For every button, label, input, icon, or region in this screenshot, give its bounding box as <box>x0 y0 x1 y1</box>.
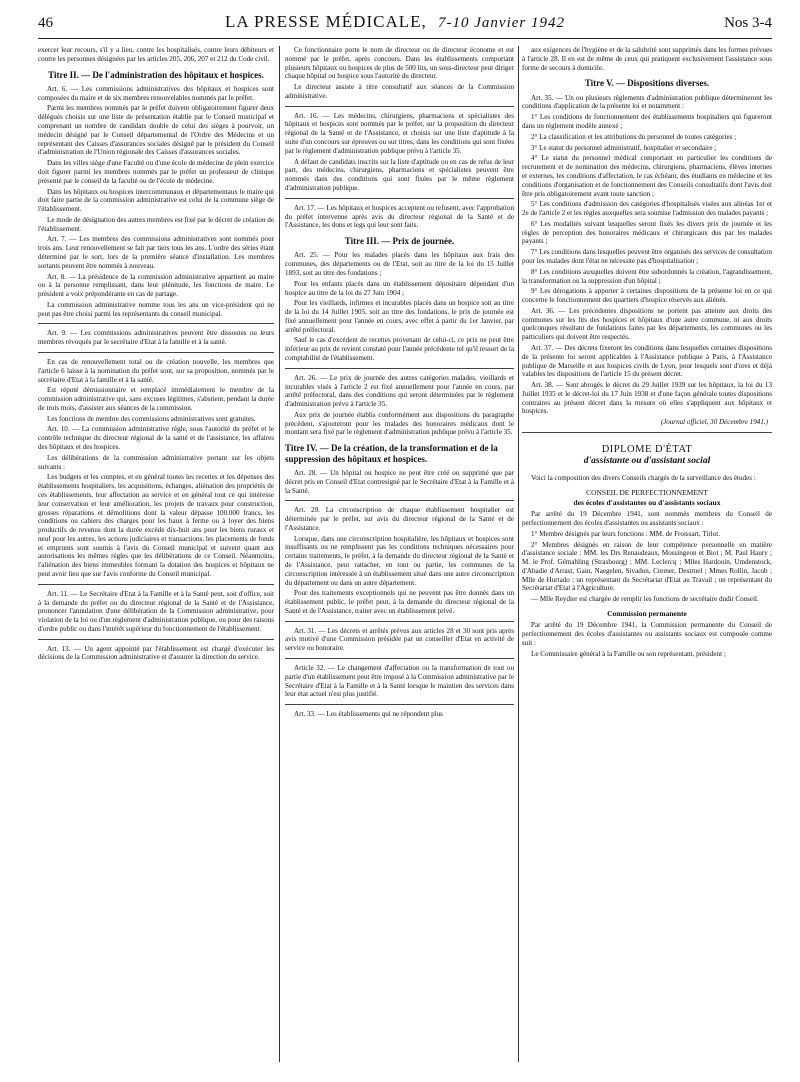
paragraph: Art. 28. — Un hôpital ou hospice ne peut être créé ou supprimé que par décret pris en Conseil d'Etat contresigné par le Secrétaire d'Etat à la Famille et à la Santé. <box>285 468 514 495</box>
paragraph: Le directeur assiste à titre consultatif aux séances de la Commission administrative. <box>285 83 514 100</box>
col1-block-b <box>38 329 274 578</box>
intro-paragraph: exercer leur recours, s'il y a lieu, contre les hospitalisés, contre leurs débiteurs et contre les personnes désignées par les articles 205, 206, 207 et 212 du Code civil. <box>38 46 274 63</box>
paragraph: Pour des traitements exceptionnels qui ne peuvent pas être donnés dans un établissement public, le préfet peut, à la demande du directeur régional de la Santé et de l'Assistance, traiter avec un établissement privé. <box>285 589 514 615</box>
paragraph: Art. 31. — Les décrets et arrêtés prévus aux articles 28 et 30 sont pris après avis motivé d'une Commission présidée par un conseiller d'Etat en activité de service ou honoraire. <box>285 626 514 653</box>
paragraph: Dans les hôpitaux ou hospices intercommunaux et départementaux le maire qui doit faire partie de la commission administrative est celui de la commune siège de l'établissement. <box>38 187 274 214</box>
journal-title <box>98 12 692 32</box>
paragraph: Art. 6. — Les commissions administratives des hôpitaux et hospices sont composées du maire et de six membres renouvelables nommés par le préfet. <box>38 84 274 102</box>
divider <box>38 352 274 353</box>
conseil-heading: CONSEIL DE PERFECTIONNEMENT <box>586 487 708 497</box>
divider <box>38 584 274 585</box>
conseil-subheading: des écoles d'assistantes ou d'assistants sociaux <box>573 497 721 507</box>
paragraph: Art. 33. — Les établissements qui ne répondent plus <box>294 710 443 719</box>
paragraph: Art. 8. — La présidence de la commission administrative appartient au maire ou à la personne remplissant, dans leur plénitude, les fonctions de maire. Le président a voix prépondérante en cas de partage. <box>38 272 274 299</box>
paragraph: Article 32. — Le changement d'affectation ou la transformation de tout ou partie d'un établissement peut être imposé à la Commission administrative par le Secrétaire d'Etat à la Famille et à la Santé lorsque le maintien des services dans leur état actuel n'est plus justifié. <box>285 664 514 699</box>
paragraph: 7° Les conditions dans lesquelles peuvent être organisés des services de consultation pour les malades dont l'état ne nécessite pas d'hospitalisation ; <box>522 248 772 265</box>
paragraph: Sauf le cas d'excédent de recettes provenant de celui-ci, ce prix ne peut être inférieur au prix de revient constaté pour l'année précédente tel qu'il ressort de la comptabilité de l'établissement. <box>285 336 514 362</box>
divider <box>285 621 514 622</box>
title-3-heading: Titre III. — Prix de journée. <box>344 236 455 247</box>
divider <box>285 106 514 107</box>
divider <box>285 368 514 369</box>
diplome-subheading: d'assistante ou d'assistant social <box>583 456 711 467</box>
paragraph: Pour les enfants placés dans un établissement dépositaire dépendant d'un hospice au titre de la loi du 27 Juin 1904 ; <box>285 279 514 297</box>
paragraph: Art. 37. — Des décrets fixeront les conditions dans lesquelles certaines dispositions de la présente loi seront applicables à l'Assistance publique à Paris, à l'Assistance publique de Marseille et aux hospices civils de Lyon, pour lesquels sont d'ores et déjà valables les dispositions de l'article 15 du présent décret. <box>522 344 772 379</box>
paragraph: Art. 36. — Les précédentes dispositions ne portent pas atteinte aux droits des communes sur les lits des hospices et hôpitaux d'une autre commune, ni aux droits quelconques résultant de fondations faites par les départements, les communes ou les particuliers qui doivent être respectés. <box>522 306 772 342</box>
page-header <box>38 12 772 39</box>
paragraph: Art. 13. — Un agent appointé par l'établissement est chargé d'exécuter les décisions de la Commission administrative et d'assurer la direction du service. <box>38 644 274 662</box>
title-5-heading: Titre V. — Dispositions diverses. <box>584 78 710 89</box>
paragraph: aux exigences de l'hygiène et de la salubrité sont supprimés dans les formes prévues à l'article 28. Il en est de même de ceux qui pratiquent exclusivement l'assistance sous forme de secours à domicile. <box>522 46 772 72</box>
paragraph: Voici la composition des divers Conseils chargés de la surveillance des études : <box>531 473 756 482</box>
paragraph: Par arrêté du 19 Décembre 1941, sont nommés membres du Conseil de perfectionnement des écoles d'assistantes ou assistants sociaux : <box>522 510 772 527</box>
paragraph: 9° Les dérogations à apporter à certaines dispositions de la présente loi en ce qui concerne le fonctionnement des quartiers d'hospice réservés aux aliénés. <box>522 287 772 305</box>
paragraph: 6° Les modalités suivant lesquelles seront fixés les divers prix de journée et les règles de perception des honoraires médicaux et chirurgicaux dus par les malades payants ; <box>522 219 772 246</box>
column-1 <box>38 46 274 1076</box>
divider <box>285 658 514 659</box>
paragraph: Art. 16. — Les médecins, chirurgiens, pharmaciens et spécialistes des hôpitaux et hospices sont nommés par le préfet, sur la proposition du directeur régional de la Santé et de l'Assistance, et choisis sur une liste d'aptitude à la suite d'un concours sur épreuves ou sur titres, dans les conditions qui sont fixées par le règlement d'administration publique prévu à l'article 35. <box>285 111 514 155</box>
paragraph: — Mlle Reydier est chargée de remplir les fonctions de secrétaire dudit Conseil. <box>531 595 759 604</box>
paragraph: Le mode de désignation des autres membres est fixé par le décret de création de l'établissement. <box>38 215 274 233</box>
commission-heading: Commission permanente <box>607 609 687 618</box>
column-rule-2 <box>518 46 519 1062</box>
divider <box>285 500 514 501</box>
paragraph: Dans les villes siège d'une Faculté ou d'une école de médecine de plein exercice doit figurer parmi les membres nommés par le préfet un professeur de clinique présenté par le conseil de la faculté ou de l'école de médecine. <box>38 159 274 185</box>
paragraph: Les délibérations de la commission administrative portant sur les objets suivants : <box>38 453 274 471</box>
paragraph: Art. 11. — Le Secrétaire d'Etat à la Famille et à la Santé peut, soit d'office, soit à la demande du préfet ou du directeur régional de la Santé et de l'Assistance, prononcer l'annulation d'une délibération de la Commission administrative, pour violation de la loi ou d'un règlement d'administration publique, ou pour des raisons d'ordre public ou dans l'intérêt supérieur du fonctionnement de l'établissement. <box>38 589 274 633</box>
paragraph: Art. 9. — Les commissions administratives peuvent être dissoutes ou leurs membres révoqués par le secrétaire d'Etat à la famille et à la santé. <box>38 329 274 347</box>
paragraph: Art. 25. — Pour les malades placés dans les hôpitaux aux frais des communes, des départements ou de l'Etat, soit au titre de la loi du 15 Juillet 1893, soit au titre des fondations ; <box>285 251 514 277</box>
paragraph: Par arrêté du 19 Décembre 1941, la Commission permanente du Conseil de perfectionnement des écoles d'assistantes ou assistants sociaux est composée comme suit : <box>522 621 772 647</box>
paragraph: Lorsque, dans une circonscription hospitalière, les hôpitaux et hospices sont insuffisants ou ne remplissent pas les conditions techniques nécessaires pour certains traitements, le préfet, à la demande du directeur régional de la Santé et de l'Assistance, peut rattacher, en tout ou partie, les communes de la circonscription intéressée à un établissement situé dans une autre circonscription du département ou dans un autre département. <box>285 534 514 587</box>
paragraph: Les budgets et les comptes, et en général toutes les recettes et les dépenses des établissements hospitaliers, les acquisitions, échanges, aliénation des propriétés de ces établissements, leur affectation au service et en général tout ce qui intéresse leur conservation et leur amélioration, les projets de travaux pour construction, grosses réparations et démolitions dont la valeur dépasse 100.000 francs, les conditions ou cahiers des charges pour les baux à ferme ou à loyer des biens productifs de revenus dont la durée excède dix-huit ans pour les biens ruraux et neuf pour les autres, les actions judiciaires et transactions, les placements de fonds et emprunts sont soumis à l'avis du Conseil municipal et suivent quant aux autorisations les mêmes règles que les délibérations de ce Conseil. Néanmoins, l'aliénation des biens immeubles formant la dotation des hospices et hôpitaux ne peut avoir lieu que sur l'avis conforme du Conseil municipal. <box>38 473 274 578</box>
paragraph: 4° Le statut du personnel médical comportant en particulier les conditions de recrutement et de nomination des médecins, chirurgiens, pharmaciens, élèves internes et externes, les conditions d'affectation, le cas échéant, des étudiants en médecine et les conditions d'organisation et de fonctionnement des Conseils consultatifs dont l'avis doit être pris obligatoirement avant toute sanction ; <box>522 154 772 198</box>
paragraph: Art. 35. — Un ou plusieurs règlements d'administration publique détermineront les conditions d'application de la présente loi et notamment : <box>522 93 772 111</box>
column-3 <box>522 46 772 1076</box>
issue-number: Nos 3-4 <box>724 15 772 31</box>
paragraph: La commission administrative nomme tous les ans un vice-président qui ne peut pas être choisi parmi les représentants du conseil municipal. <box>38 300 274 318</box>
paragraph: Les fonctions de membre des commissions administratives sont gratuites. <box>47 414 256 423</box>
paragraph: Parmi les membres nommés par le préfet doivent obligatoirement figurer deux délégués choisis sur une liste de présentation établie par le Conseil municipal et comprenant un nombre de candidats double de celui des sièges à pourvoir, un médecin désigné par le Conseil départemental de l'Ordre des Médecins et un représentant des Caisses d'assurances sociales désigné par le président du Conseil d'administration de l'Union régionale des Caisses d'assurances sociales. <box>38 104 274 157</box>
column-rule-1 <box>279 46 280 1062</box>
paragraph: 1° Les conditions de fonctionnement des établissements hospitaliers qui figureront dans un règlement modèle annexé ; <box>522 113 772 131</box>
paragraph: 5° Les conditions d'admission des catégories d'hospitalisés visées aux alinéas 1er et 2e de l'article 2 et les règles auxquelles sera soumise l'admission des malades payants ; <box>522 200 772 218</box>
paragraph: Ce fonctionnaire porte le nom de directeur ou de directeur économe et est nommé par le préfet, après concours. Dans les établissements comportant plusieurs hôpitaux ou hospices de plus de 500 lits, un sous-directeur peut diriger chaque hôpital ou hospice sous l'autorité du directeur. <box>285 46 514 81</box>
paragraph: Art. 7. — Les membres des commissions administratives sont nommés pour trois ans. Leur renouvellement se fait par tiers tous les ans. L'ordre des séries étant déterminé par le sort, lors de la première séance d'installation. Les membres sortants peuvent être nommés à nouveau. <box>38 235 274 270</box>
title-2-heading: Titre II. — De l'administration des hôpitaux et hospices. <box>48 69 264 80</box>
divider <box>38 639 274 640</box>
paragraph: Art. 10. — La commission administrative règle, sous l'autorité du préfet et le contrôle technique du directeur régional de la santé et de l'assistance, les affaires des hôpitaux et des hospices. <box>38 425 274 452</box>
issue-date: 7-10 Janvier 1942 <box>438 15 565 31</box>
divider <box>522 432 772 433</box>
paragraph: Est réputé démissionnaire et remplacé immédiatement le membre de la commission administrative qui, sans excuses légitimes, s'abstient, pendant la durée de trois mois, d'assister aux séances de la commission. <box>38 386 274 412</box>
column-2 <box>285 46 514 1076</box>
paragraph: 1° Membre désignés par leurs fonctions : MM. de Froissart, Tirlot. <box>531 529 721 538</box>
journal-name: LA PRESSE MÉDICALE, <box>224 12 427 31</box>
paragraph: Pour les vieillards, infirmes et incurables placés dans un hospice soit au titre de la loi du 14 Juillet 1905, soit au titre des fondations, le prix de journée est fixé annuellement pour l'année en cours, avec effet à partir du 1er Janvier, par arrêté préfectoral. <box>285 299 514 334</box>
paragraph: A défaut de candidats inscrits sur la liste d'aptitude ou en cas de refus de leur part, des médecins, chirurgiens, pharmaciens et spécialistes peuvent être nommés dans des conditions qui sont fixées par le même règlement d'administration publique. <box>285 157 514 192</box>
paragraph: En cas de renouvellement total ou de création nouvelle, les membres que l'article 6 laisse à la nomination du préfet sont, sur sa proposition, nommés par le secrétaire d'Etat à la famille et à la santé. <box>38 358 274 384</box>
source-citation: (Journal officiel, 30 Décembre 1941.) <box>660 418 768 427</box>
divider <box>285 198 514 199</box>
paragraph: Art. 17. — Les hôpitaux et hospices acceptent ou refusent, avec l'approbation du préfet intervenue après avis du directeur régional de la Santé et de l'Assistance, les dons et legs qui leur sont faits. <box>285 203 514 230</box>
paragraph: 3° Le statut du personnel administratif, hospitalier et secondaire ; <box>531 143 717 152</box>
diplome-heading: DIPLOME D'ÉTAT <box>601 444 693 456</box>
paragraph: Aux prix de journée établis conformément aux dispositions du paragraphe précédent, s'ajouteront pour les malades des honoraires médicaux dont le montant sera fixé par le règlement d'administration publique prévu à l'article 35. <box>285 410 514 437</box>
paragraph: 8° Les conditions auxquelles doivent être subordonnés la création, l'agrandissement, la transformation ou la suppression d'un hôpital ; <box>522 267 772 285</box>
paragraph: Le Commissaire général à la Famille ou son représentant, président ; <box>531 649 726 658</box>
divider <box>285 704 514 705</box>
page-number: 46 <box>38 15 53 31</box>
paragraph: Art. 26. — Le prix de journée des autres catégories malades, vieillards et incurables visés à l'article 2 est fixé annuellement pour l'année en cours, par arrêté préfectoral, dans des conditions qui seront déterminées par le règlement d'administration prévu à l'article 35. <box>285 373 514 409</box>
paragraph: 2° Membres désignés en raison de leur compétence personnelle en matière d'assistance sociale : MM. les Drs Renaudeaux, Mossingeon et Biot ; M. Paul Haury ; M. le Prof. Gémahling (Strasbourg) ; MM. Leclercq ; Mlles Hardouin, Umdenstock, d'Abadie d'Arrast, Gain, Naegelen, Sivadon, Cremer, Destruel ; Mmes Rollin, Jacob ; Mlle de Hurtado ; un représentant du Secrétariat d'Etat au Travail ; un représentant du Secrétariat d'Etat à l'Agriculture. <box>522 540 772 593</box>
paragraph: 2° La classification et les attributions du personnel de toutes catégories ; <box>531 132 737 141</box>
title-4-heading: Titre IV. — De la création, de la transformation et de la suppression des hôpitaux et hospices. <box>285 443 498 464</box>
col1-block-a <box>38 85 274 319</box>
paragraph: Art. 29. La circonscription de chaque établissement hospitalier est déterminée par le préfet, sur avis du directeur régional de la Santé et de l'Assistance. <box>285 506 514 532</box>
divider <box>38 323 274 324</box>
paragraph: Art. 38. — Sont abrogés le décret du 29 Juillet 1939 sur les hôpitaux, la loi du 13 Juillet 1935 et le décret-loi du 17 Juin 1938 et d'une façon générale toutes dispositions contraires au présent décret dans la mesure où elles s'appliquent aux hôpitaux et hospices. <box>522 381 772 416</box>
